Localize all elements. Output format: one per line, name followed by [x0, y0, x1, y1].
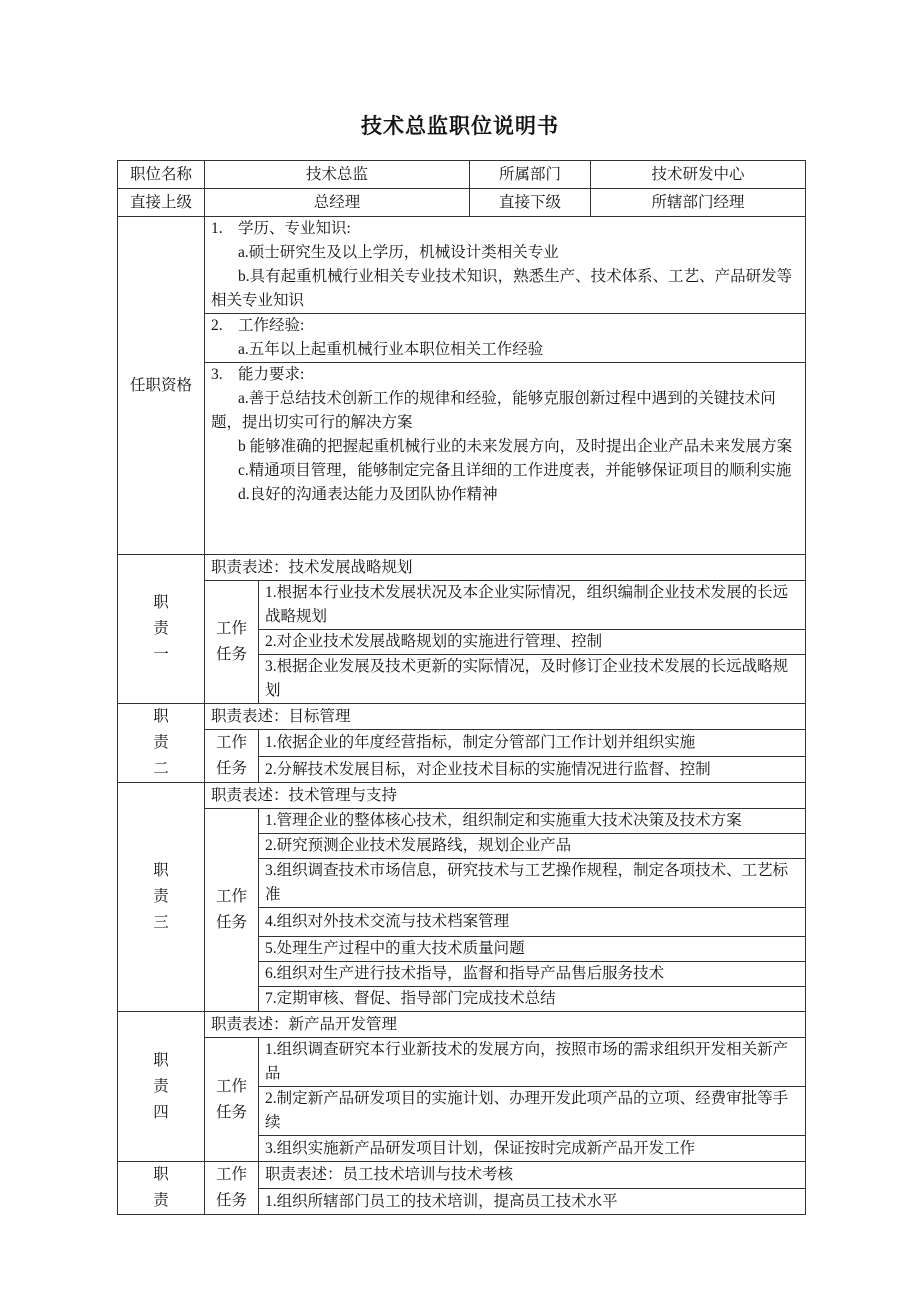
table-row: [118, 809, 806, 834]
task-label-cell: 工作任务: [205, 809, 259, 1012]
duty-label-cell: [118, 555, 205, 704]
table-row: [118, 314, 806, 363]
table-row: [118, 581, 806, 630]
info-value-cell: 所辖部门经理: [591, 189, 806, 217]
qualification-label-cell: 任职资格: [118, 217, 205, 555]
qualification-block: [205, 314, 806, 363]
task-cell: 3.组织调查技术市场信息，研究技术与工艺操作规程，制定各项技术、工艺标准: [259, 859, 806, 908]
table-row: [118, 730, 806, 757]
table-row: [118, 363, 806, 555]
statement-cell: 职责表述：员工技术培训与技术考核: [259, 1162, 806, 1189]
task-cell: 1.管理企业的整体核心技术，组织制定和实施重大技术决策及技术方案: [259, 809, 806, 834]
task-cell: 2.制定新产品研发项目的实施计划、办理开发此项产品的立项、经费审批等手续: [259, 1087, 806, 1136]
table-row: [118, 1162, 806, 1189]
task-label-cell: 工作任务: [205, 581, 259, 704]
info-label-cell: 直接上级: [118, 189, 205, 217]
duty-label: 职责一: [153, 594, 169, 663]
statement-cell: 职责表述：新产品开发管理: [205, 1012, 806, 1038]
task-cell: 5.处理生产过程中的重大技术质量问题: [259, 937, 806, 962]
qualification-item: a.五年以上起重机械行业本职位相关工作经验: [238, 341, 544, 358]
statement-cell: 职责表述：技术发展战略规划: [205, 555, 806, 581]
task-cell: 4.组织对外技术交流与技术档案管理: [259, 908, 806, 937]
task-cell: 2.分解技术发展目标，对企业技术目标的实施情况进行监督、控制: [259, 757, 806, 783]
duty-label-cell: [118, 1012, 205, 1162]
table-row: [118, 783, 806, 809]
info-value-cell: 技术研发中心: [591, 161, 806, 189]
task-label-cell: 工作任务: [205, 1162, 259, 1215]
job-description-table: [117, 160, 806, 1215]
table-row: [118, 1012, 806, 1038]
page-title: 技术总监职位说明书: [361, 115, 559, 138]
task-label-cell: 工作任务: [205, 730, 259, 783]
task-cell: 3.根据企业发展及技术更新的实际情况，及时修订企业技术发展的长远战略规划: [259, 655, 806, 704]
info-label-cell: 直接下级: [470, 189, 591, 217]
duty-label-cell: [118, 783, 205, 1012]
qualification-item: a.硕士研究生及以上学历，机械设计类相关专业: [238, 244, 559, 261]
duty-label: 职责: [153, 1166, 169, 1209]
table-row: [118, 161, 806, 189]
table-row: [118, 217, 806, 314]
qualification-heading: 2. 工作经验:: [211, 317, 305, 334]
task-cell: 7.定期审核、督促、指导部门完成技术总结: [259, 987, 806, 1012]
task-cell: 3.组织实施新产品研发项目计划，保证按时完成新产品开发工作: [259, 1136, 806, 1162]
info-value-cell: 总经理: [205, 189, 470, 217]
task-cell: 1.组织调查研究本行业新技术的发展方向，按照市场的需求组织开发相关新产品: [259, 1038, 806, 1087]
table-row: [118, 1038, 806, 1087]
task-cell: 2.对企业技术发展战略规划的实施进行管理、控制: [259, 630, 806, 655]
qualification-block: [205, 217, 806, 314]
task-cell: 1.根据本行业技术发展状况及本企业实际情况，组织编制企业技术发展的长远战略规划: [259, 581, 806, 630]
duty-label-cell: [118, 704, 205, 783]
duty-label: 职责三: [153, 862, 169, 931]
task-cell: 2.研究预测企业技术发展路线，规划企业产品: [259, 834, 806, 859]
qualification-item: b 能够准确的把握起重机械行业的未来发展方向，及时提出企业产品未来发展方案: [238, 438, 793, 455]
duty-label: 职责四: [153, 1051, 169, 1121]
statement-cell: 职责表述：技术管理与支持: [205, 783, 806, 809]
task-cell: 1.组织所辖部门员工的技术培训，提高员工技术水平: [259, 1189, 806, 1215]
table-row: [118, 555, 806, 581]
table-row: [118, 189, 806, 217]
info-value-cell: 技术总监: [205, 161, 470, 189]
info-label-cell: 职位名称: [118, 161, 205, 189]
qualification-item: b.具有起重机械行业相关专业技术知识，熟悉生产、技术体系、工艺、产品研发等相关专业知识: [211, 268, 793, 309]
task-cell: 6.组织对生产进行技术指导，监督和指导产品售后服务技术: [259, 962, 806, 987]
task-label-cell: 工作任务: [205, 1038, 259, 1162]
qualification-item: d.良好的沟通表达能力及团队协作精神: [238, 486, 498, 503]
task-cell: 1.依据企业的年度经营指标，制定分管部门工作计划并组织实施: [259, 730, 806, 757]
qualification-item: a.善于总结技术创新工作的规律和经验，能够克服创新过程中遇到的关键技术问题，提出切实可行的解决方案: [211, 390, 776, 431]
qualification-item: c.精通项目管理，能够制定完备且详细的工作进度表，并能够保证项目的顺利实施: [238, 462, 792, 479]
info-label-cell: 所属部门: [470, 161, 591, 189]
table-row: [118, 704, 806, 730]
qualification-block: [205, 363, 806, 555]
qualification-heading: 3. 能力要求:: [211, 366, 305, 383]
qualification-heading: 1. 学历、专业知识:: [211, 220, 351, 237]
statement-cell: 职责表述：目标管理: [205, 704, 806, 730]
duty-label: 职责二: [153, 708, 169, 777]
duty-label-cell: [118, 1162, 205, 1215]
